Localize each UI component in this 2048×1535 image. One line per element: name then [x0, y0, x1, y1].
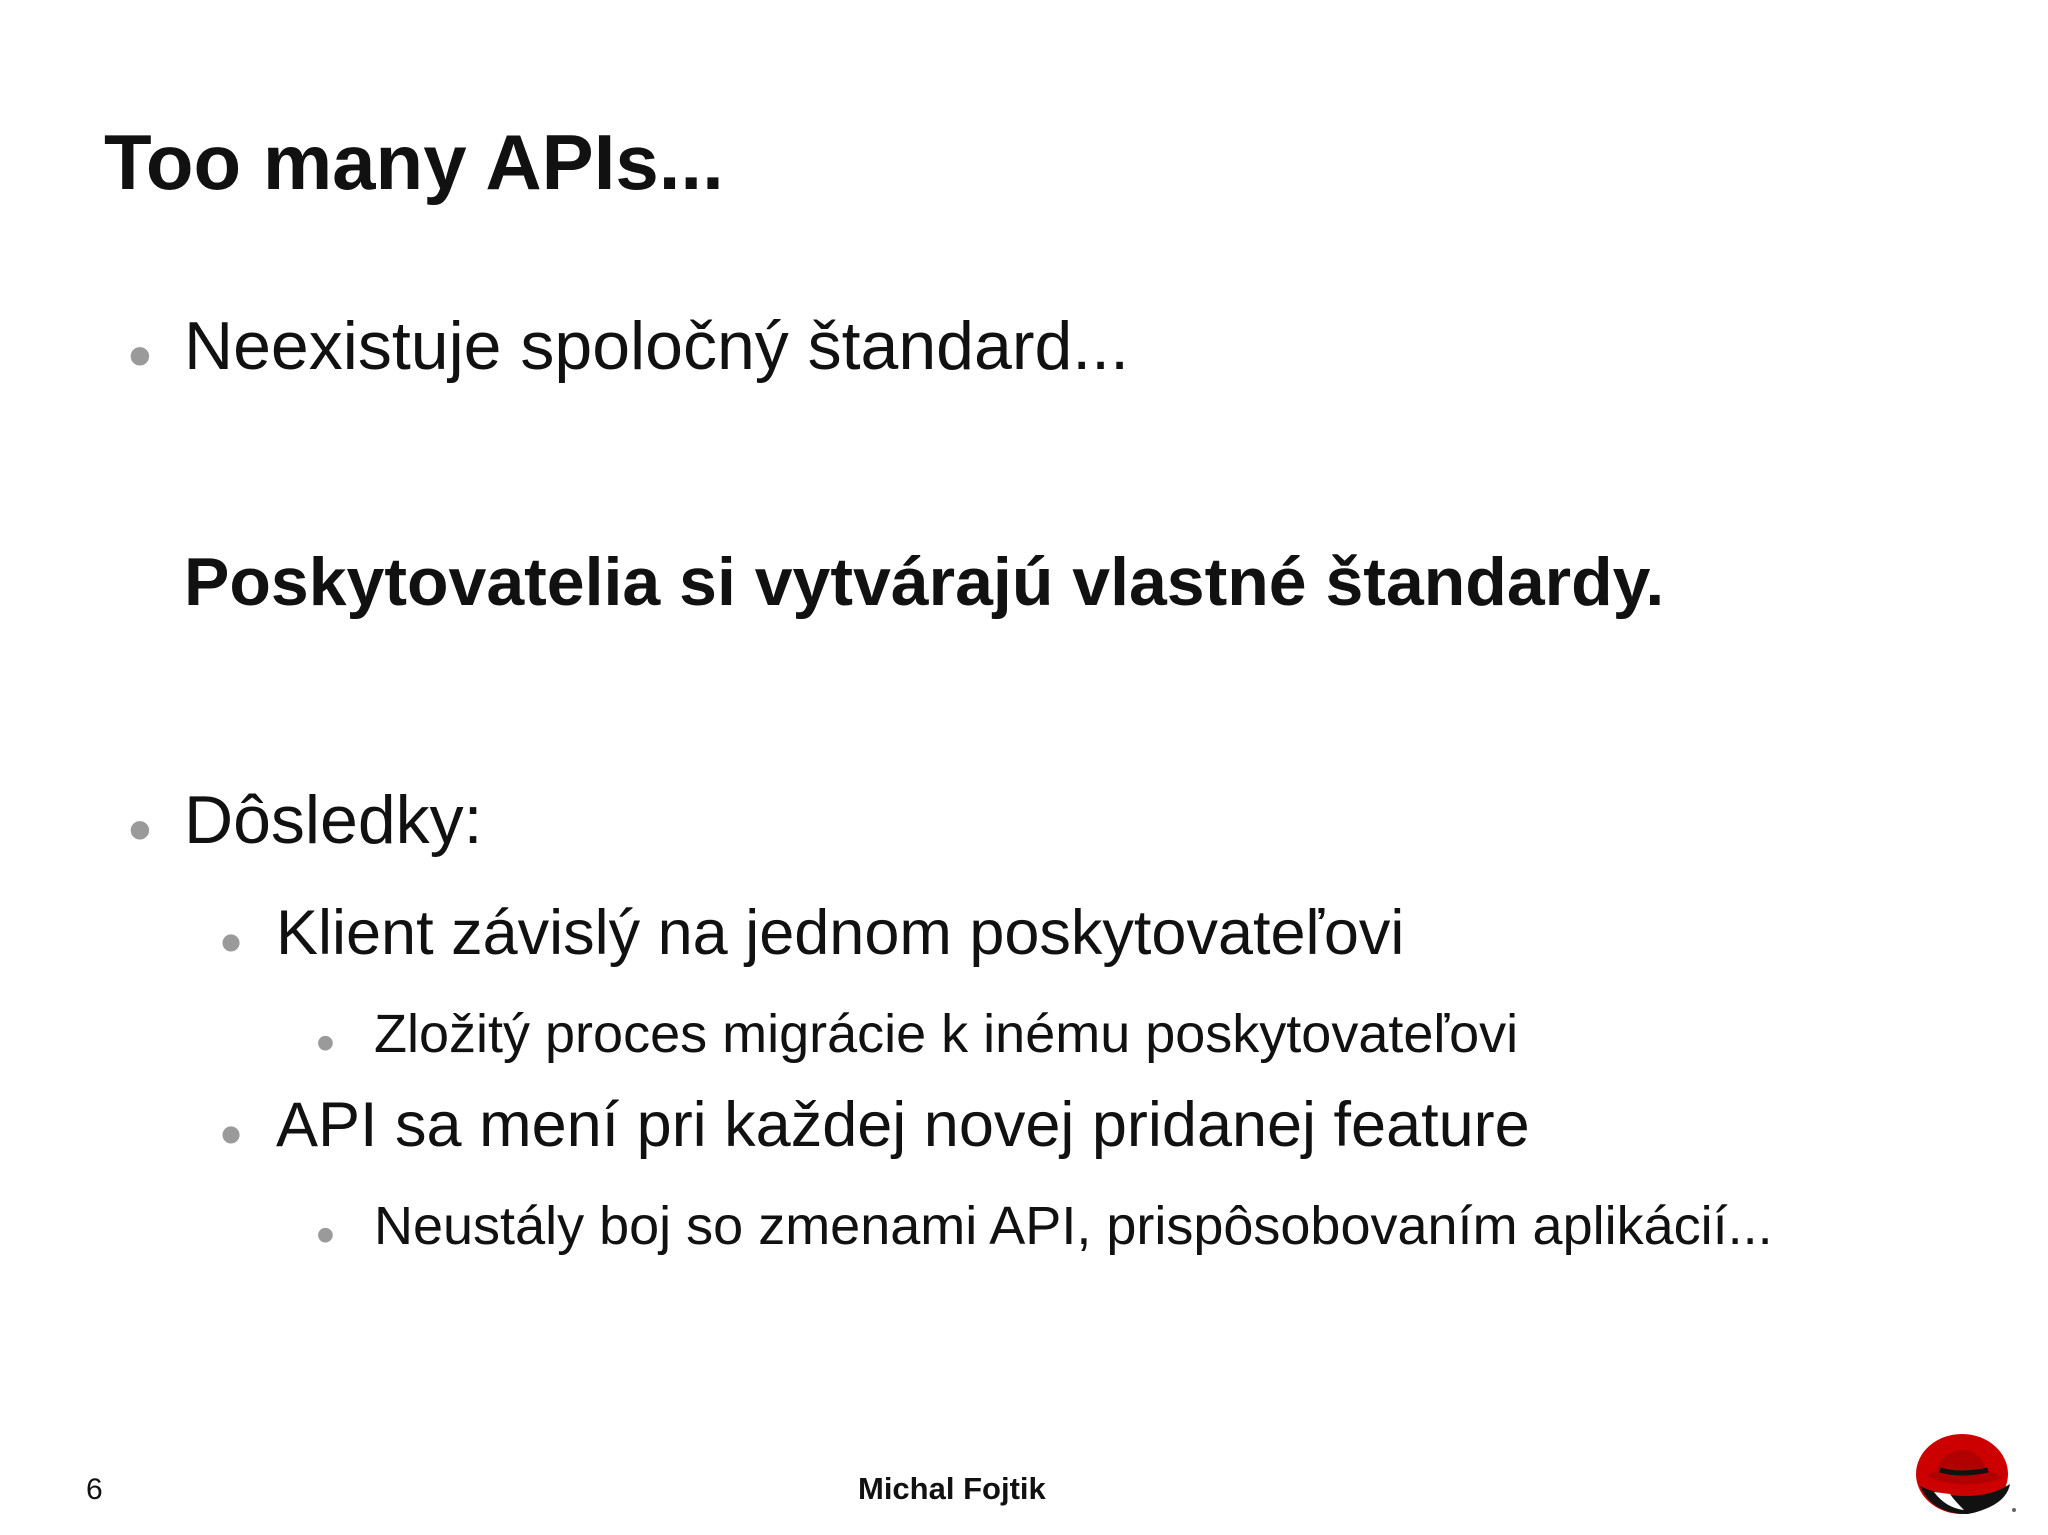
red-hat-logo-icon — [1910, 1430, 2020, 1520]
sub-sub-bullet-text: Neustály boj so zmenami API, prispôsobovaním aplikácií... — [374, 1196, 1773, 1256]
bullet-dot: • — [220, 908, 243, 978]
bullet-dot: • — [220, 1100, 243, 1170]
bullet-dot: • — [128, 318, 152, 394]
bullet-dot: • — [128, 792, 152, 868]
bullet-text: Dôsledky: — [184, 782, 483, 858]
bullet-dot: • — [316, 1205, 335, 1265]
sub-bullet-text: Klient závislý na jednom poskytovateľovi — [276, 898, 1405, 968]
sub-sub-bullet-text: Zložitý proces migrácie k inému poskytovateľovi — [374, 1004, 1519, 1064]
slide-title: Too many APIs... — [104, 118, 724, 206]
emphasis-text: Poskytovatelia si vytvárajú vlastné štandardy. — [184, 544, 1665, 620]
bullet-dot: • — [316, 1013, 335, 1073]
sub-bullet-text: API sa mení pri každej novej pridanej feature — [276, 1090, 1530, 1160]
bullet-text: Neexistuje spoločný štandard... — [184, 308, 1129, 384]
page-number: 6 — [86, 1473, 103, 1506]
footer-author: Michal Fojtik — [858, 1471, 1046, 1506]
